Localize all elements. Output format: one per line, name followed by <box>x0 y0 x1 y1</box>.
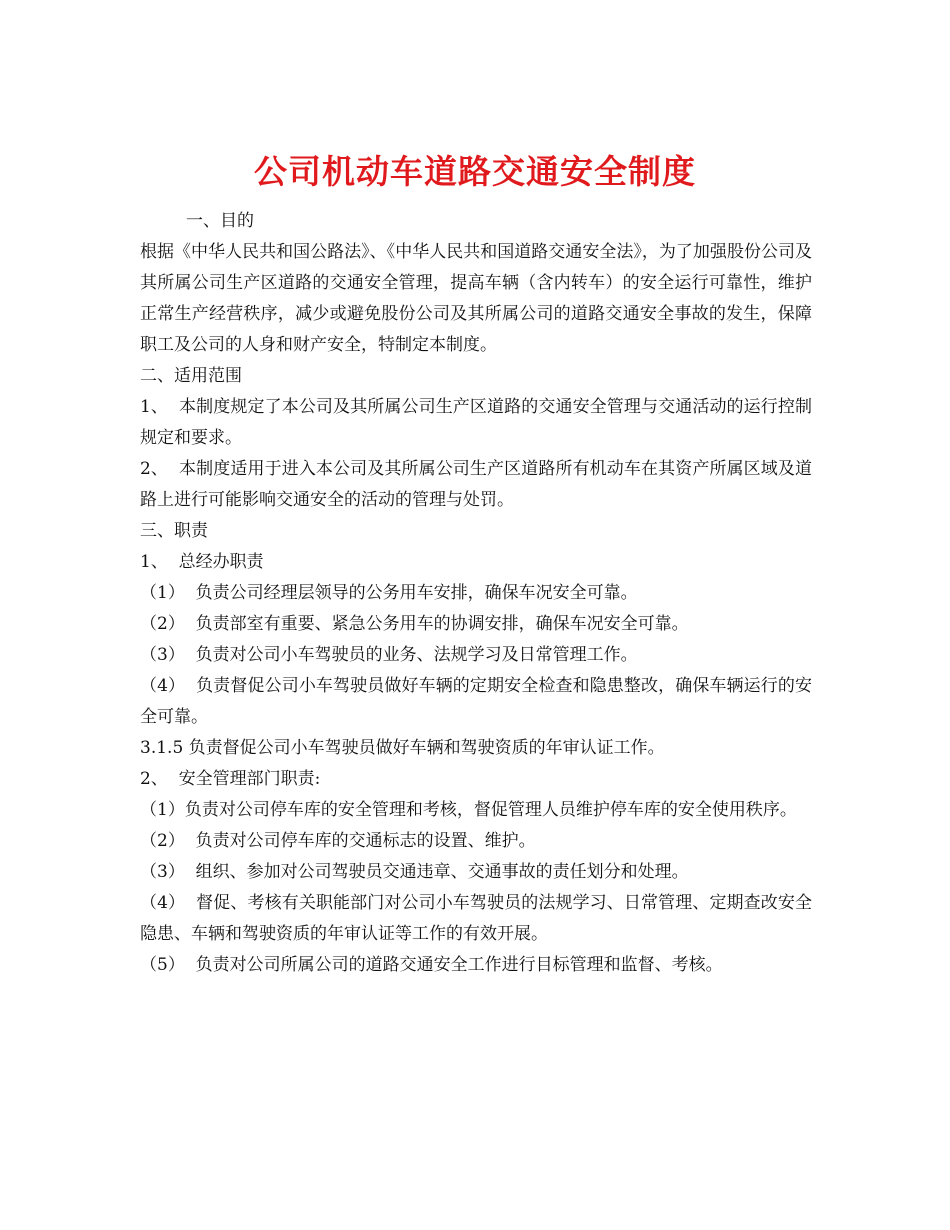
section-heading-purpose: 一、目的 <box>186 211 254 231</box>
scope-item-2: 2、 本制度适用于进入本公司及其所属公司生产区道路所有机动车在其资产所属区域及道路上进行可能影响交通安全的活动的管理与处罚。 <box>140 459 812 510</box>
document-body <box>140 206 812 981</box>
section-heading-scope: 二、适用范围 <box>140 366 242 386</box>
safety-dept-duty-3: （3） 组织、参加对公司驾驶员交通违章、交通事故的责任划分和处理。 <box>140 862 689 882</box>
safety-dept-duty-5: （5） 负责对公司所属公司的道路交通安全工作进行目标管理和监督、考核。 <box>140 955 723 975</box>
section-heading-duties: 三、职责 <box>140 521 208 541</box>
document-title: 公司机动车道路交通安全制度 <box>254 152 696 192</box>
safety-dept-duty-2: （2） 负责对公司停车库的交通标志的设置、维护。 <box>140 831 536 851</box>
general-office-duty-1: （1） 负责公司经理层领导的公务用车安排，确保车况安全可靠。 <box>140 583 638 603</box>
safety-dept-duty-1: （1）负责对公司停车库的安全管理和考核，督促管理人员维护停车库的安全使用秩序。 <box>140 800 797 820</box>
general-office-duty-5: 3.1.5 负责督促公司小车驾驶员做好车辆和驾驶资质的年审认证工作。 <box>140 738 665 758</box>
general-office-duty-2: （2） 负责部室有重要、紧急公务用车的协调安排，确保车况安全可靠。 <box>140 614 689 634</box>
safety-dept-duty-4: （4） 督促、考核有关职能部门对公司小车驾驶员的法规学习、日常管理、定期查改安全隐患、车辆和驾驶资质的年审认证等工作的有效开展。 <box>140 893 812 944</box>
scope-item-1: 1、 本制度规定了本公司及其所属公司生产区道路的交通安全管理与交通活动的运行控制规定和要求。 <box>140 397 812 448</box>
purpose-paragraph: 根据《中华人民共和国公路法》、《中华人民共和国道路交通安全法》，为了加强股份公司及其所属公司生产区道路的交通安全管理，提高车辆（含内转车）的安全运行可靠性，维护正常生产经营秩序，减少或避免股份公司及其所属公司的道路交通安全事故的发生，保障职工及公司的人身和财产安全，特制定本制度。 <box>140 242 812 355</box>
duty-heading-general-office: 1、 总经办职责 <box>140 552 264 572</box>
general-office-duty-3: （3） 负责对公司小车驾驶员的业务、法规学习及日常管理工作。 <box>140 645 638 665</box>
duty-heading-safety-dept: 2、 安全管理部门职责: <box>140 769 321 789</box>
general-office-duty-4: （4） 负责督促公司小车驾驶员做好车辆的定期安全检查和隐患整改，确保车辆运行的安全可靠。 <box>140 676 812 727</box>
